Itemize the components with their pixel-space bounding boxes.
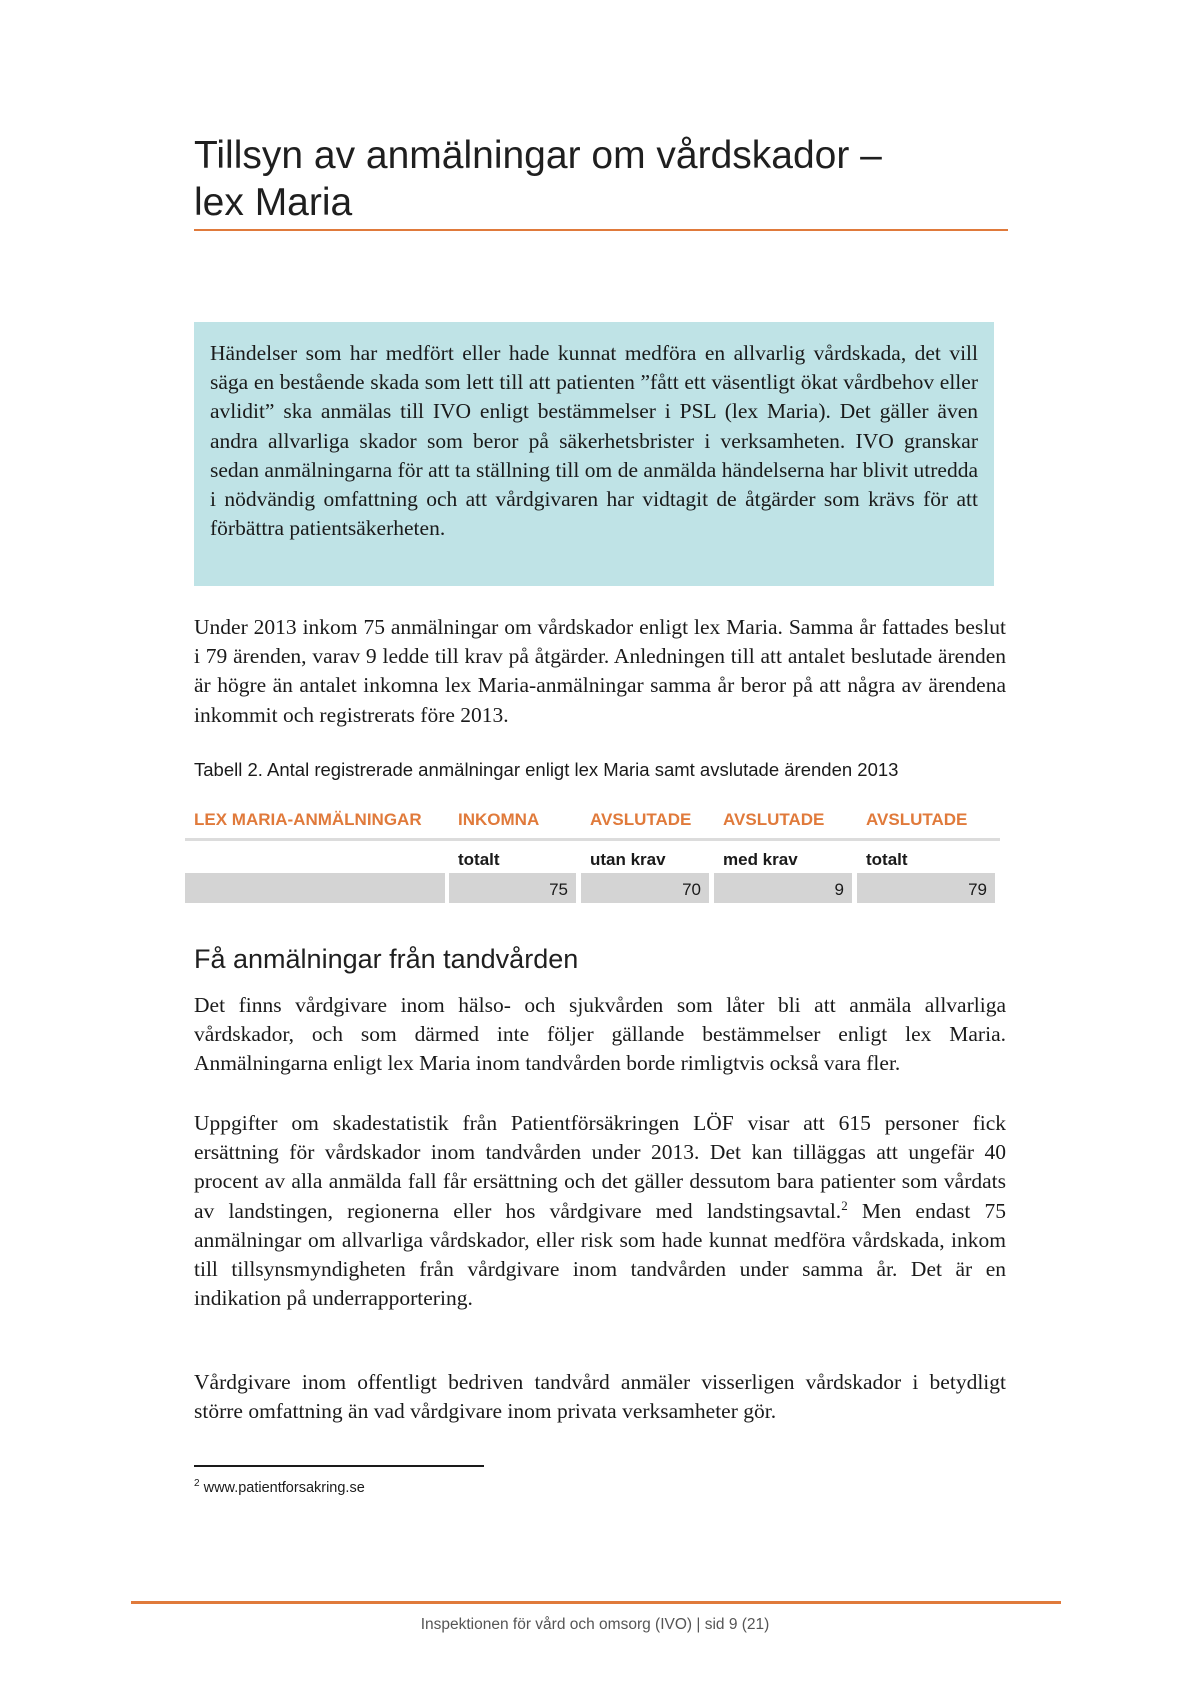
table-value-med-krav: 9 — [834, 880, 844, 899]
table-header-cell: LEX MARIA-ANMÄLNINGAR — [194, 810, 422, 829]
section-paragraph-1: Det finns vårdgivare inom hälso- och sjukvården som låter bli att anmäla allvarliga vårdskador, och som därmed inte följer gällande bestämmelser enligt lex Maria. Anmälningarna enligt lex Maria inom tandvården borde rimligtvis också vara fler. — [194, 993, 1006, 1076]
footnote-reference[interactable]: 2 — [841, 1197, 848, 1213]
fact-box-text: Händelser som har medfört eller hade kunnat medföra en allvarlig vårdskada, det vill säga en bestående skada som lett till att patienten ”fått ett väsentligt ökat vårdbehov eller avlidit” ska anmälas till IVO enligt bestämmelser i PSL (lex Maria). Det gäller även andra allvarliga skador som beror på säkerhetsbrister i verksamheten. IVO granskar sedan anmälningarna för att ta ställning till om de anmälda händelserna har blivit utredda i nödvändig omfattning och att vårdgivaren har vidtagit de åtgärder som krävs för att förbättra patientsäkerheten. — [210, 341, 978, 541]
footnote-number: 2 — [194, 1478, 200, 1489]
footnote-link[interactable]: www.patientforsakring.se — [203, 1479, 365, 1496]
page-title-line-1: Tillsyn av anmälningar om vårdskador – — [194, 134, 882, 177]
table-header-cell: INKOMNA — [458, 810, 540, 829]
table-subheader-cell: totalt — [866, 850, 908, 869]
fact-box — [194, 322, 994, 586]
paragraph-text: Uppgifter om skadestatistik från Patientförsäkringen LÖF visar att 615 personer fick ersättning för vårdskador inom tandvården under 2013. Det kan tilläggas att ungefär 40 procent av alla anmälda fall får ersättning och det gäller dessutom bara patienter som vårdats av landstingen, regionerna eller hos vårdgivare med landstingsavtal. — [194, 1111, 1006, 1223]
footnote-divider — [194, 1465, 484, 1467]
title-underline — [194, 229, 1008, 231]
table-header-divider — [185, 838, 1000, 841]
page-title — [194, 132, 1014, 226]
footnote — [194, 1478, 365, 1496]
table-subheader-cell: utan krav — [590, 850, 666, 869]
page-footer: Inspektionen för vård och omsorg (IVO) | sid 9 (21) — [420, 1616, 770, 1633]
page-title-line-2: lex Maria — [194, 181, 353, 224]
table-header-cell: AVSLUTADE — [723, 810, 825, 829]
table-subheader-cell: totalt — [458, 850, 500, 869]
table-row-label-cell — [185, 873, 445, 903]
table-value-totalt: 79 — [968, 880, 987, 899]
table-value-utan-krav: 70 — [682, 880, 701, 899]
footer-divider — [131, 1601, 1061, 1604]
table-header-cell: AVSLUTADE — [590, 810, 692, 829]
table-subheader-cell: med krav — [723, 850, 798, 869]
section-heading: Få anmälningar från tandvården — [194, 944, 579, 974]
section-paragraph-2 — [194, 1109, 1006, 1313]
intro-paragraph: Under 2013 inkom 75 anmälningar om vårdskador enligt lex Maria. Samma år fattades beslut i 79 ärenden, varav 9 ledde till krav på åtgärder. Anledningen till att antalet beslutade ärenden är högre än antalet inkomna lex Maria-anmälningar samma år beror på att några av ärendena inkommit och registrerats före 2013. — [194, 615, 1006, 727]
table-caption: Tabell 2. Antal registrerade anmälningar enligt lex Maria samt avslutade ärenden 2013 — [194, 759, 899, 780]
table-header-cell: AVSLUTADE — [866, 810, 968, 829]
table-value-inkomna: 75 — [549, 880, 568, 899]
table-header-row — [185, 804, 1000, 836]
section-paragraph-3: Vårdgivare inom offentligt bedriven tandvård anmäler visserligen vårdskador i betydligt större omfattning än vad vårdgivare inom privata verksamheter gör. — [194, 1370, 1006, 1424]
paragraph-text: Men endast 75 anmälningar om allvarliga vårdskador, eller risk som hade kunnat medföra vårdskada, inkom till tillsynsmyndigheten från vårdgivare inom tandvården under samma år. Det är en indikation på underrapportering. — [194, 1198, 1007, 1311]
